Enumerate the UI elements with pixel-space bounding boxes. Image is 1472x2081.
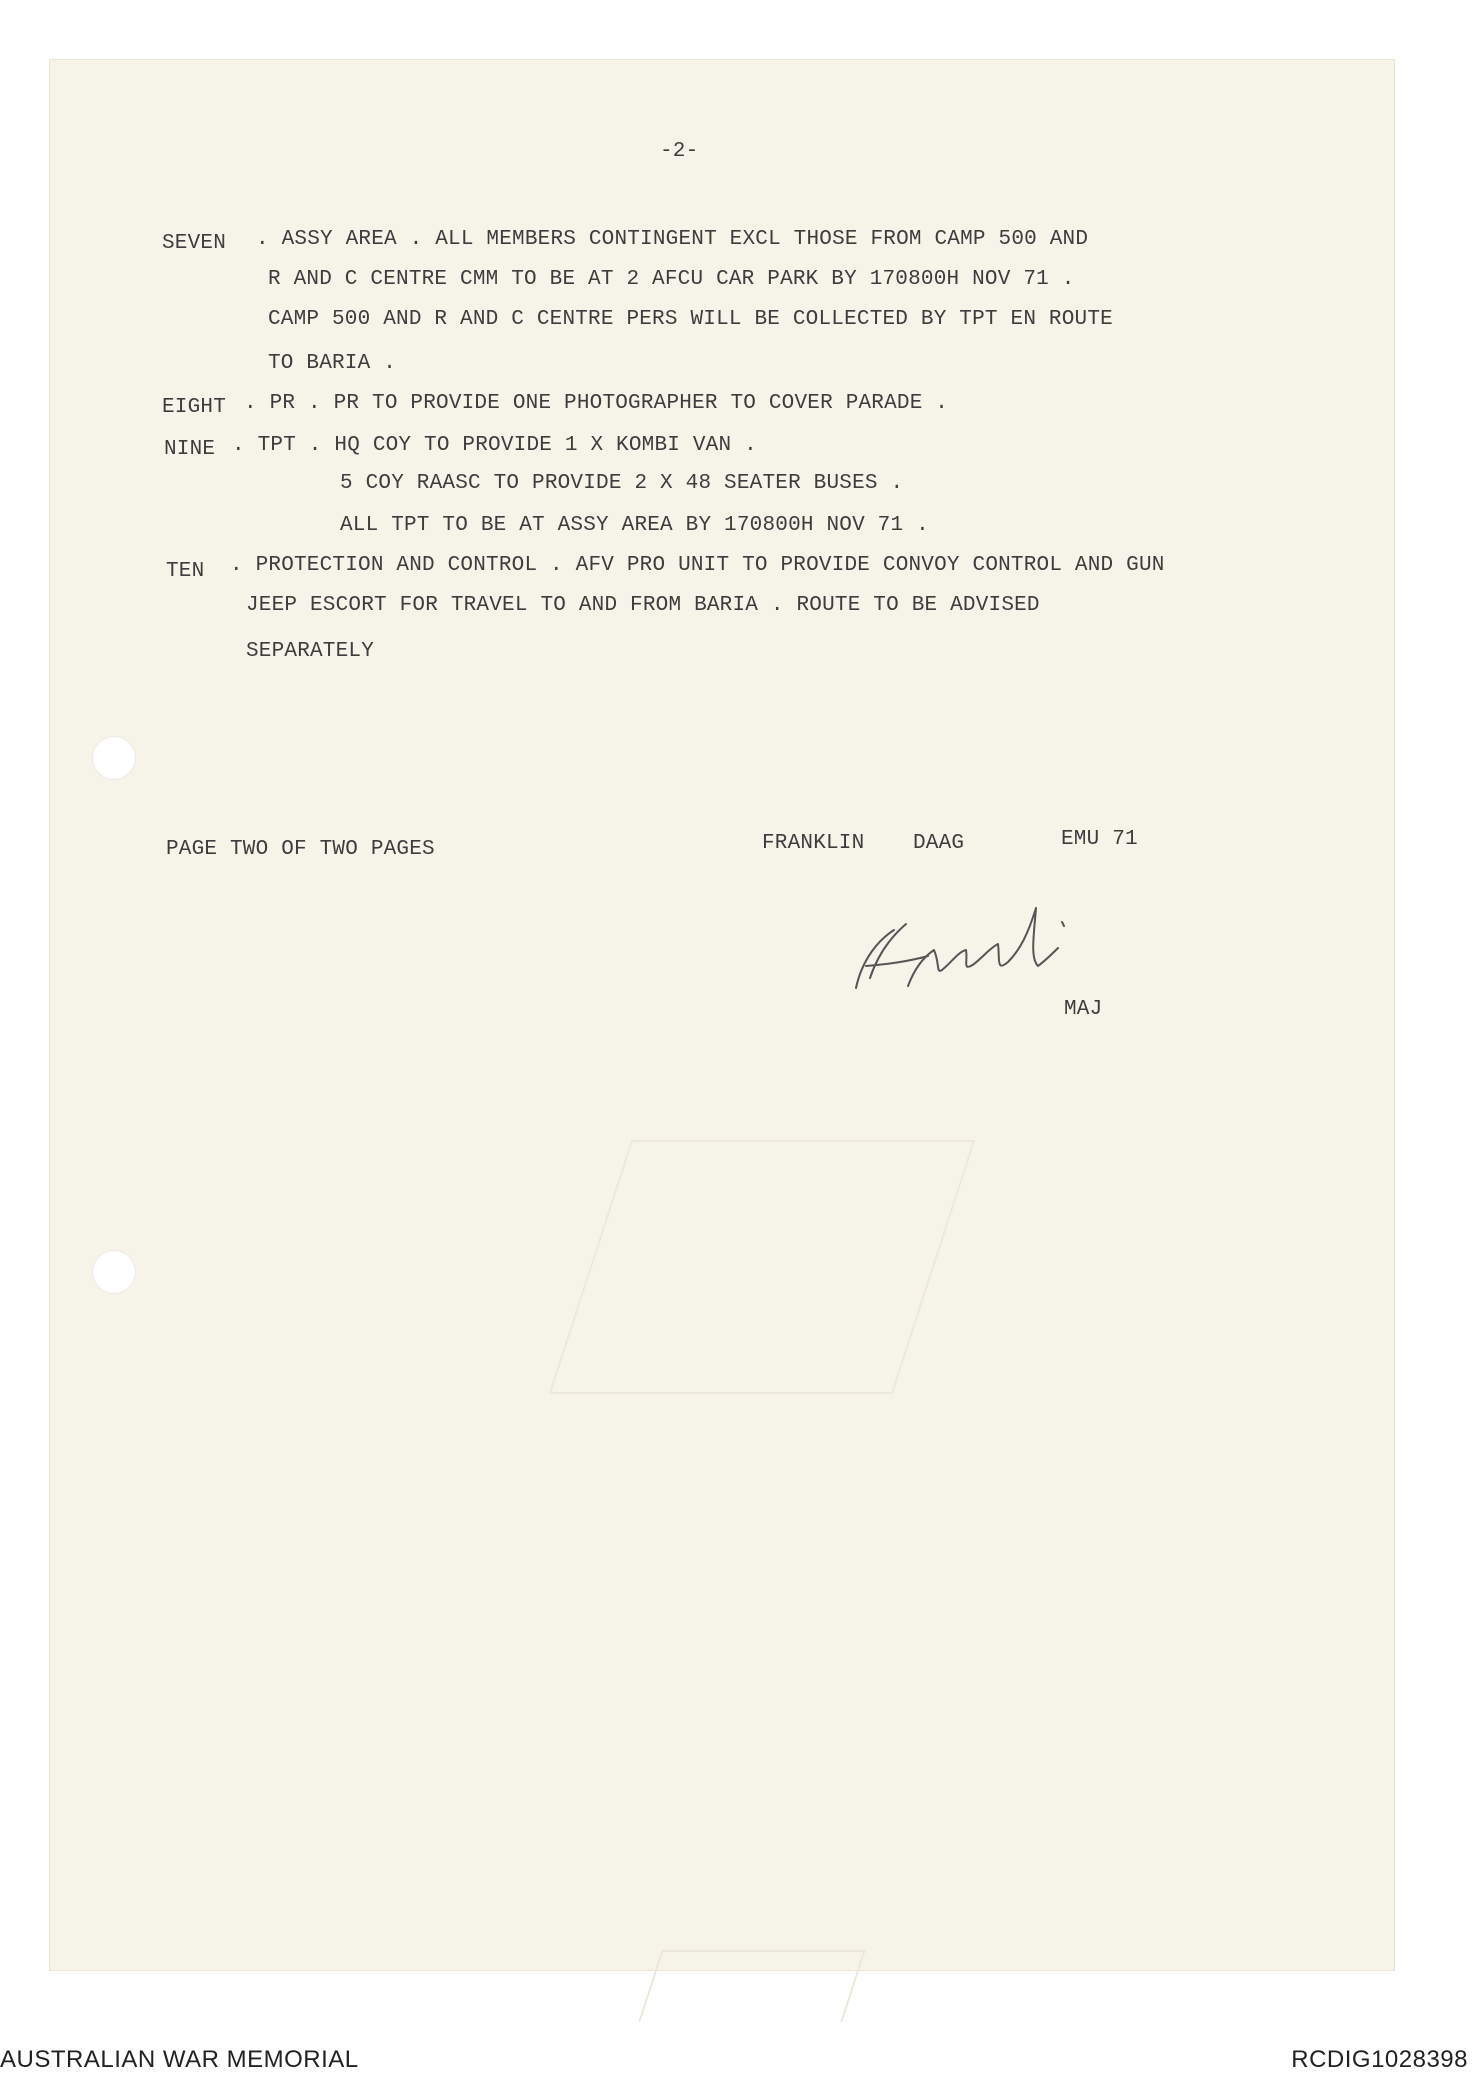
para-nine-line-3: ALL TPT TO BE AT ASSY AREA BY 170800H NOV 71 .: [340, 514, 929, 537]
para-seven-line-4: TO BARIA .: [268, 352, 397, 375]
page-count: PAGE TWO OF TWO PAGES: [166, 838, 435, 861]
para-ten-line-1: . PROTECTION AND CONTROL . AFV PRO UNIT TO PROVIDE CONVOY CONTROL AND GUN: [230, 554, 1165, 577]
para-ten-line-3: SEPARATELY: [246, 640, 375, 663]
originator-rank: MAJ: [1064, 998, 1103, 1021]
punch-hole-upper: [92, 736, 136, 780]
embossed-seal-partial: [638, 1950, 865, 2022]
para-ten-label: TEN: [166, 560, 205, 583]
para-seven-line-1: . ASSY AREA . ALL MEMBERS CONTINGENT EXCL THOSE FROM CAMP 500 AND: [256, 228, 1089, 251]
para-seven-label: SEVEN: [162, 232, 227, 255]
handwritten-signature: [848, 900, 1088, 1000]
page-number: -2-: [660, 140, 699, 163]
punch-hole-lower: [92, 1250, 136, 1294]
para-seven-line-2: R AND C CENTRE CMM TO BE AT 2 AFCU CAR PARK BY 170800H NOV 71 .: [268, 268, 1075, 291]
para-eight-label: EIGHT: [162, 396, 227, 419]
para-nine-line-1: . TPT . HQ COY TO PROVIDE 1 X KOMBI VAN .: [232, 434, 757, 457]
para-ten-line-2: JEEP ESCORT FOR TRAVEL TO AND FROM BARIA . ROUTE TO BE ADVISED: [246, 594, 1040, 617]
para-nine-line-2: 5 COY RAASC TO PROVIDE 2 X 48 SEATER BUSES .: [340, 472, 904, 495]
embossed-seal: [549, 1140, 976, 1394]
document-page: [50, 60, 1394, 1970]
footer-record-id: RCDIG1028398: [1291, 2046, 1468, 2073]
footer-institution: AUSTRALIAN WAR MEMORIAL: [0, 2046, 359, 2073]
para-seven-line-3: CAMP 500 AND R AND C CENTRE PERS WILL BE COLLECTED BY TPT EN ROUTE: [268, 308, 1113, 331]
originator-reference: EMU 71: [1061, 828, 1138, 851]
para-nine-label: NINE: [164, 438, 216, 461]
originator-appointment: DAAG: [913, 832, 965, 855]
para-eight-line-1: . PR . PR TO PROVIDE ONE PHOTOGRAPHER TO COVER PARADE .: [244, 392, 949, 415]
originator-name: FRANKLIN: [762, 832, 865, 855]
